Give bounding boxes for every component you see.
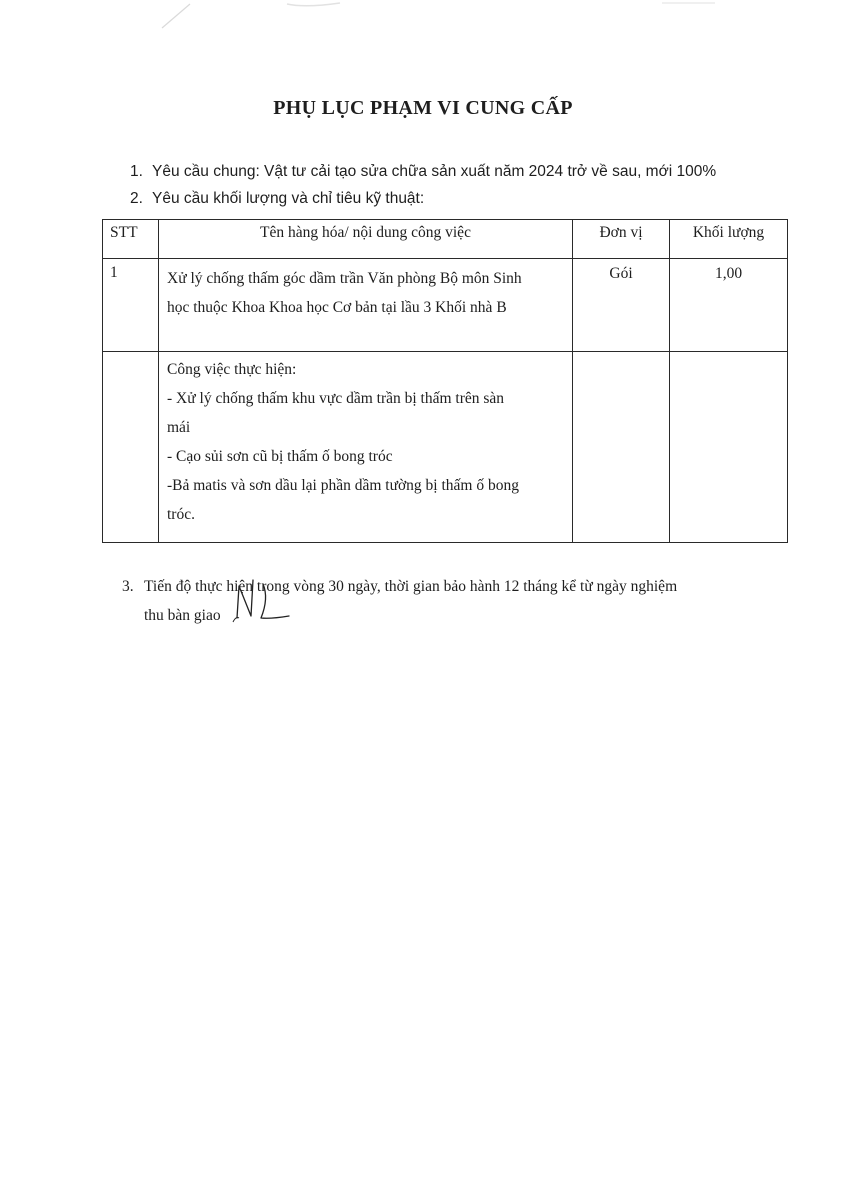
item-name-line: Xử lý chống thấm góc dầm trần Văn phòng Bộ môn Sinh <box>167 270 522 287</box>
work-line: mái <box>167 419 191 436</box>
requirement-3-number: 3. <box>122 578 134 595</box>
table-row <box>103 259 788 352</box>
scan-mark <box>285 0 345 10</box>
requirement-3 <box>122 572 762 630</box>
requirement-1-text: Yêu cầu chung: Vật tư cải tạo sửa chữa sản xuất năm 2024 trở về sau, mới 100% <box>152 163 717 180</box>
cell-unit: Gói <box>573 259 670 352</box>
cell-quantity <box>670 352 788 543</box>
header-stt: STT <box>103 220 159 259</box>
cell-unit <box>573 352 670 543</box>
page-title: PHỤ LỤC PHẠM VI CUNG CẤP <box>273 97 573 119</box>
requirement-1 <box>130 163 716 181</box>
requirement-3-line-2: thu bàn giao <box>144 607 221 624</box>
cell-stt <box>103 352 159 543</box>
cell-quantity: 1,00 <box>670 259 788 352</box>
work-line: -Bả matis và sơn dầu lại phần dầm tường bị thấm ố bong <box>167 477 519 494</box>
cell-work-description <box>159 352 573 543</box>
requirement-2-text: Yêu cầu khối lượng và chỉ tiêu kỹ thuật: <box>152 190 425 207</box>
work-line: - Xử lý chống thấm khu vực dầm trần bị thấm trên sàn <box>167 390 505 407</box>
initials-signature <box>231 572 291 626</box>
cell-stt: 1 <box>103 259 159 352</box>
specification-table <box>102 219 788 543</box>
work-line: tróc. <box>167 506 195 523</box>
requirement-3-line-1: Tiến độ thực hiện trong vòng 30 ngày, thời gian bảo hành 12 tháng kể từ ngày nghiệm <box>144 578 678 595</box>
header-item-name: Tên hàng hóa/ nội dung công việc <box>159 220 573 259</box>
scan-mark <box>160 0 200 30</box>
work-line: Công việc thực hiện: <box>167 361 297 378</box>
scan-mark <box>660 0 720 8</box>
requirement-2-number: 2. <box>130 190 143 207</box>
table-header-row <box>103 220 788 259</box>
cell-item-name <box>159 259 573 352</box>
requirement-2 <box>130 190 424 208</box>
work-line: - Cạo sủi sơn cũ bị thấm ố bong tróc <box>167 448 393 465</box>
header-unit: Đơn vị <box>573 220 670 259</box>
header-quantity: Khối lượng <box>670 220 788 259</box>
item-name-line: học thuộc Khoa Khoa học Cơ bản tại lầu 3 Khối nhà B <box>167 299 507 316</box>
requirement-1-number: 1. <box>130 163 143 180</box>
table-row <box>103 352 788 543</box>
